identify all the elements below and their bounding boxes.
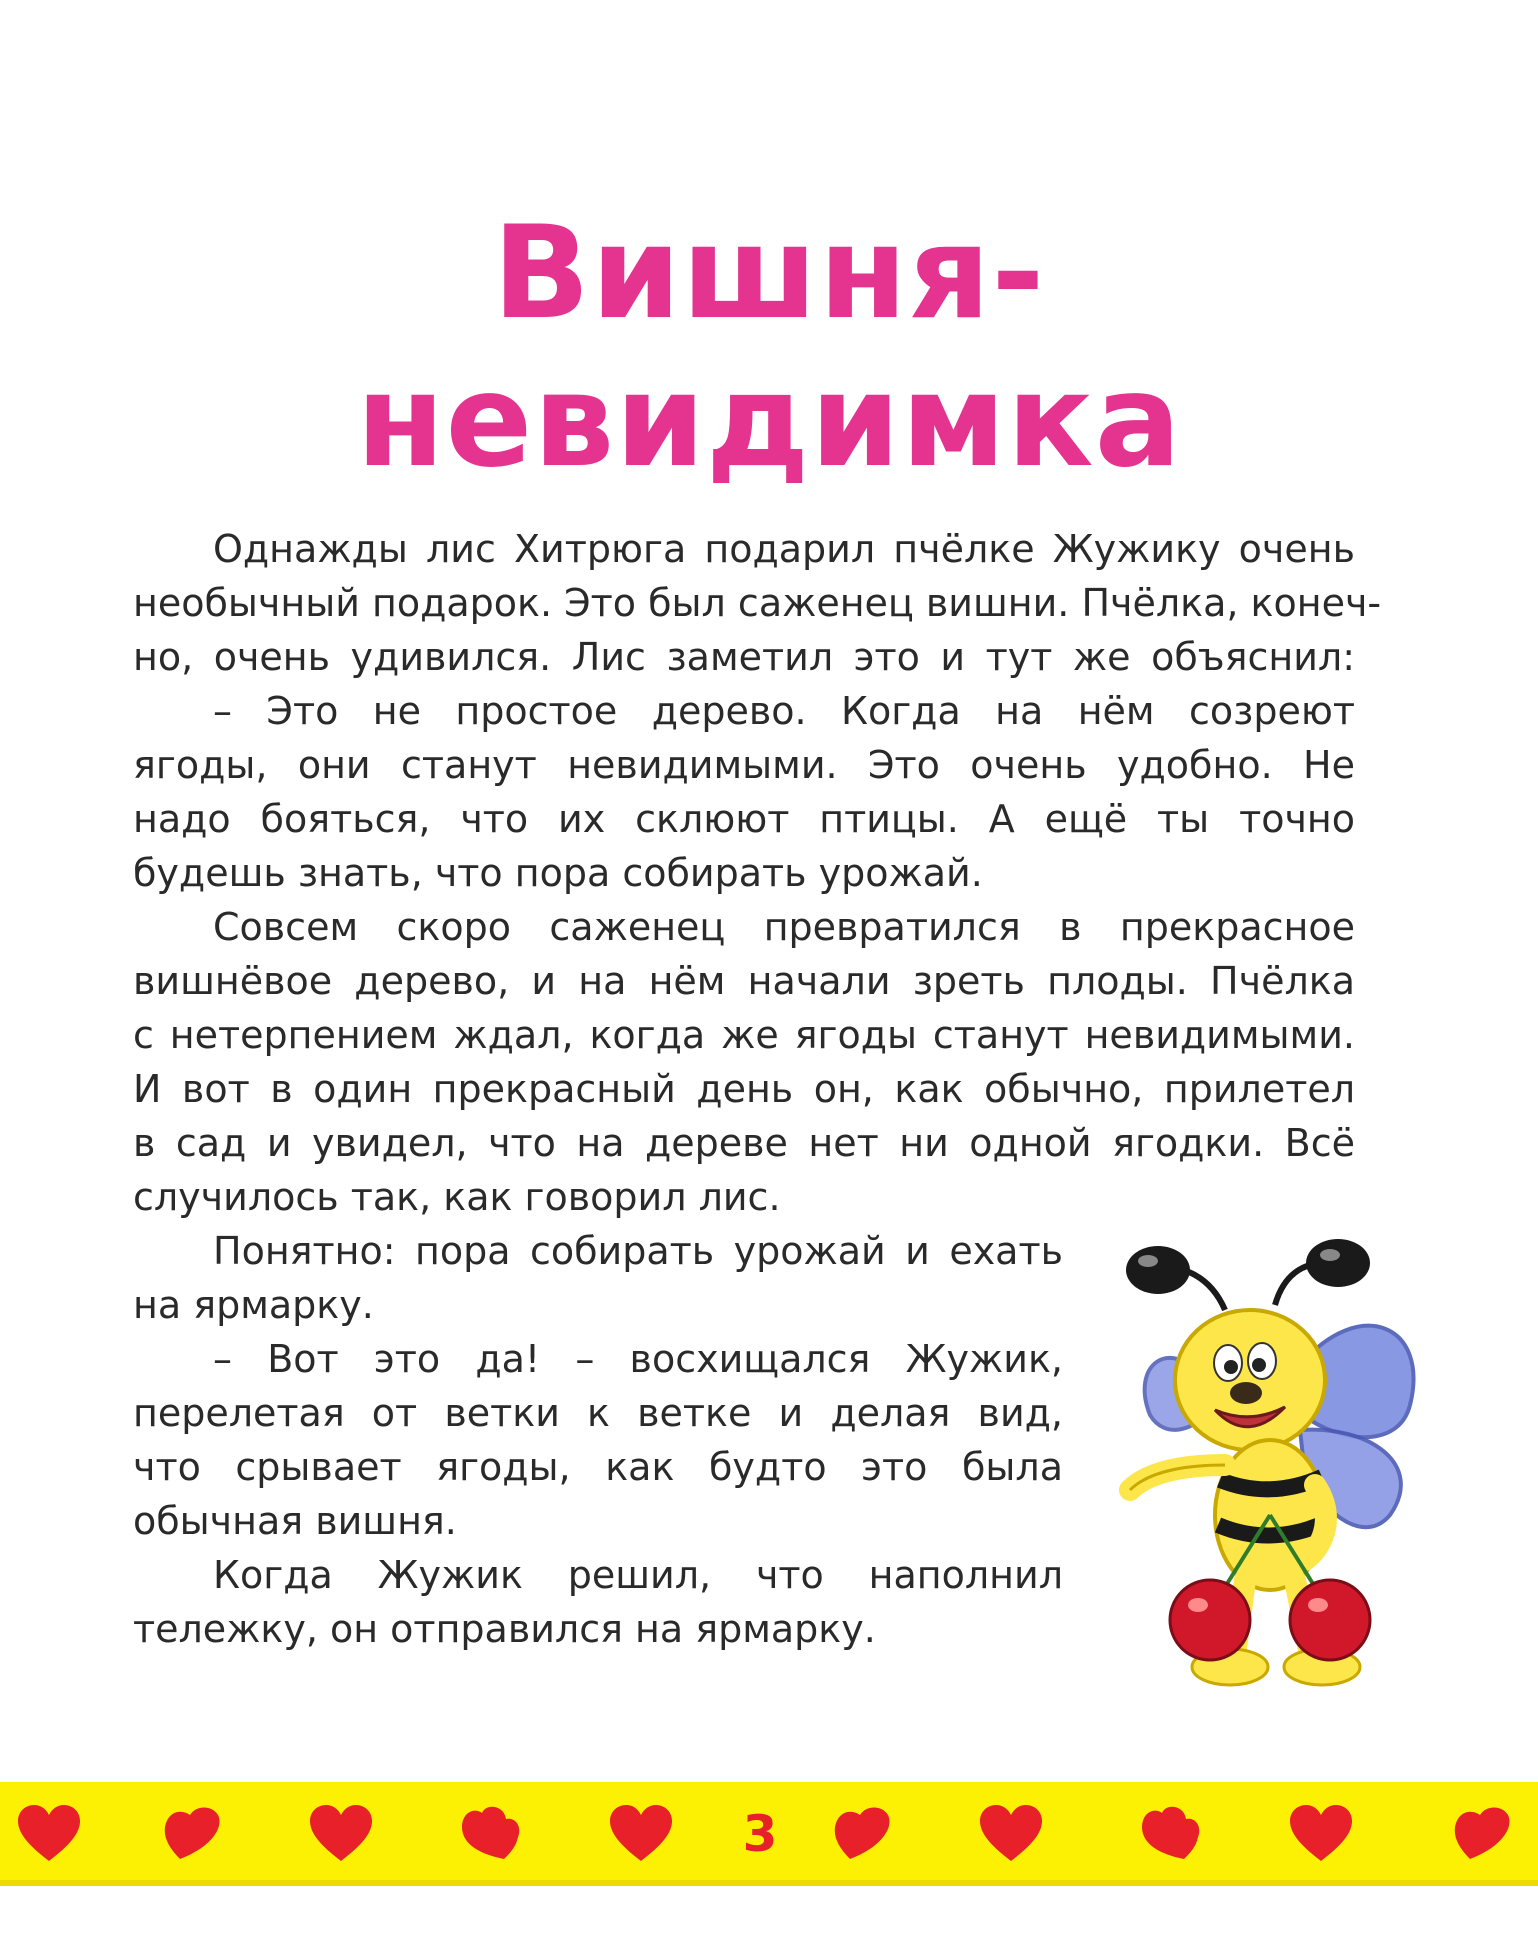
heart-icon [980,1805,1042,1863]
heart-icon [830,1805,892,1863]
story-title [0,200,1538,496]
bee-with-cherries-icon [1110,1215,1440,1715]
story-line: перелетая от ветки к ветке и делая вид, [133,1391,1063,1435]
story-line: тележку, он отправился на ярмарку. [133,1607,876,1651]
story-line: Однажды лис Хитрюга подарил пчёлке Жужику очень [213,527,1355,571]
story-line: обычная вишня. [133,1499,457,1543]
story-line: что срывает ягоды, как будто это была [133,1445,1063,1489]
heart-icon [460,1805,522,1863]
heart-icon [610,1805,672,1863]
title-line-2: невидимка [356,347,1182,496]
page-number: 3 [742,1805,778,1863]
story-line: Понятно: пора собирать урожай и ехать [213,1229,1063,1273]
heart-icon [310,1805,372,1863]
heart-icon [1140,1805,1202,1863]
story-line: случилось так, как говорил лис. [133,1175,781,1219]
heart-icon [1290,1805,1352,1863]
story-line: – Это не простое дерево. Когда на нём созреют [213,689,1355,733]
story-line: Совсем скоро саженец превратился в прекрасное [213,905,1355,949]
story-line: в сад и увидел, что на дереве нет ни одной ягодки. Всё [133,1121,1355,1165]
heart-icon [160,1805,222,1863]
story-line: необычный подарок. Это был саженец вишни. Пчёлка, конеч- [133,581,1382,625]
story-line: ягоды, они станут невидимыми. Это очень удобно. Не [133,743,1355,787]
title-line-1: Вишня- [492,199,1046,348]
story-line: – Вот это да! – восхищался Жужик, [213,1337,1063,1381]
story-line: с нетерпением ждал, когда же ягоды станут невидимыми. [133,1013,1355,1057]
story-line: И вот в один прекрасный день он, как обычно, прилетел [133,1067,1355,1111]
story-line: вишнёвое дерево, и на нём начали зреть плоды. Пчёлка [133,959,1355,1003]
story-line: надо бояться, что их склюют птицы. А ещё ты точно [133,797,1355,841]
heart-icon [1450,1805,1512,1863]
story-line: но, очень удивился. Лис заметил это и тут же объяснил: [133,635,1355,679]
story-line: будешь знать, что пора собирать урожай. [133,851,983,895]
footer-band-edge [0,1880,1538,1886]
story-line: на ярмарку. [133,1283,374,1327]
heart-icon [18,1805,80,1863]
story-line: Когда Жужик решил, что наполнил [213,1553,1063,1597]
footer-band [0,1782,1538,1886]
